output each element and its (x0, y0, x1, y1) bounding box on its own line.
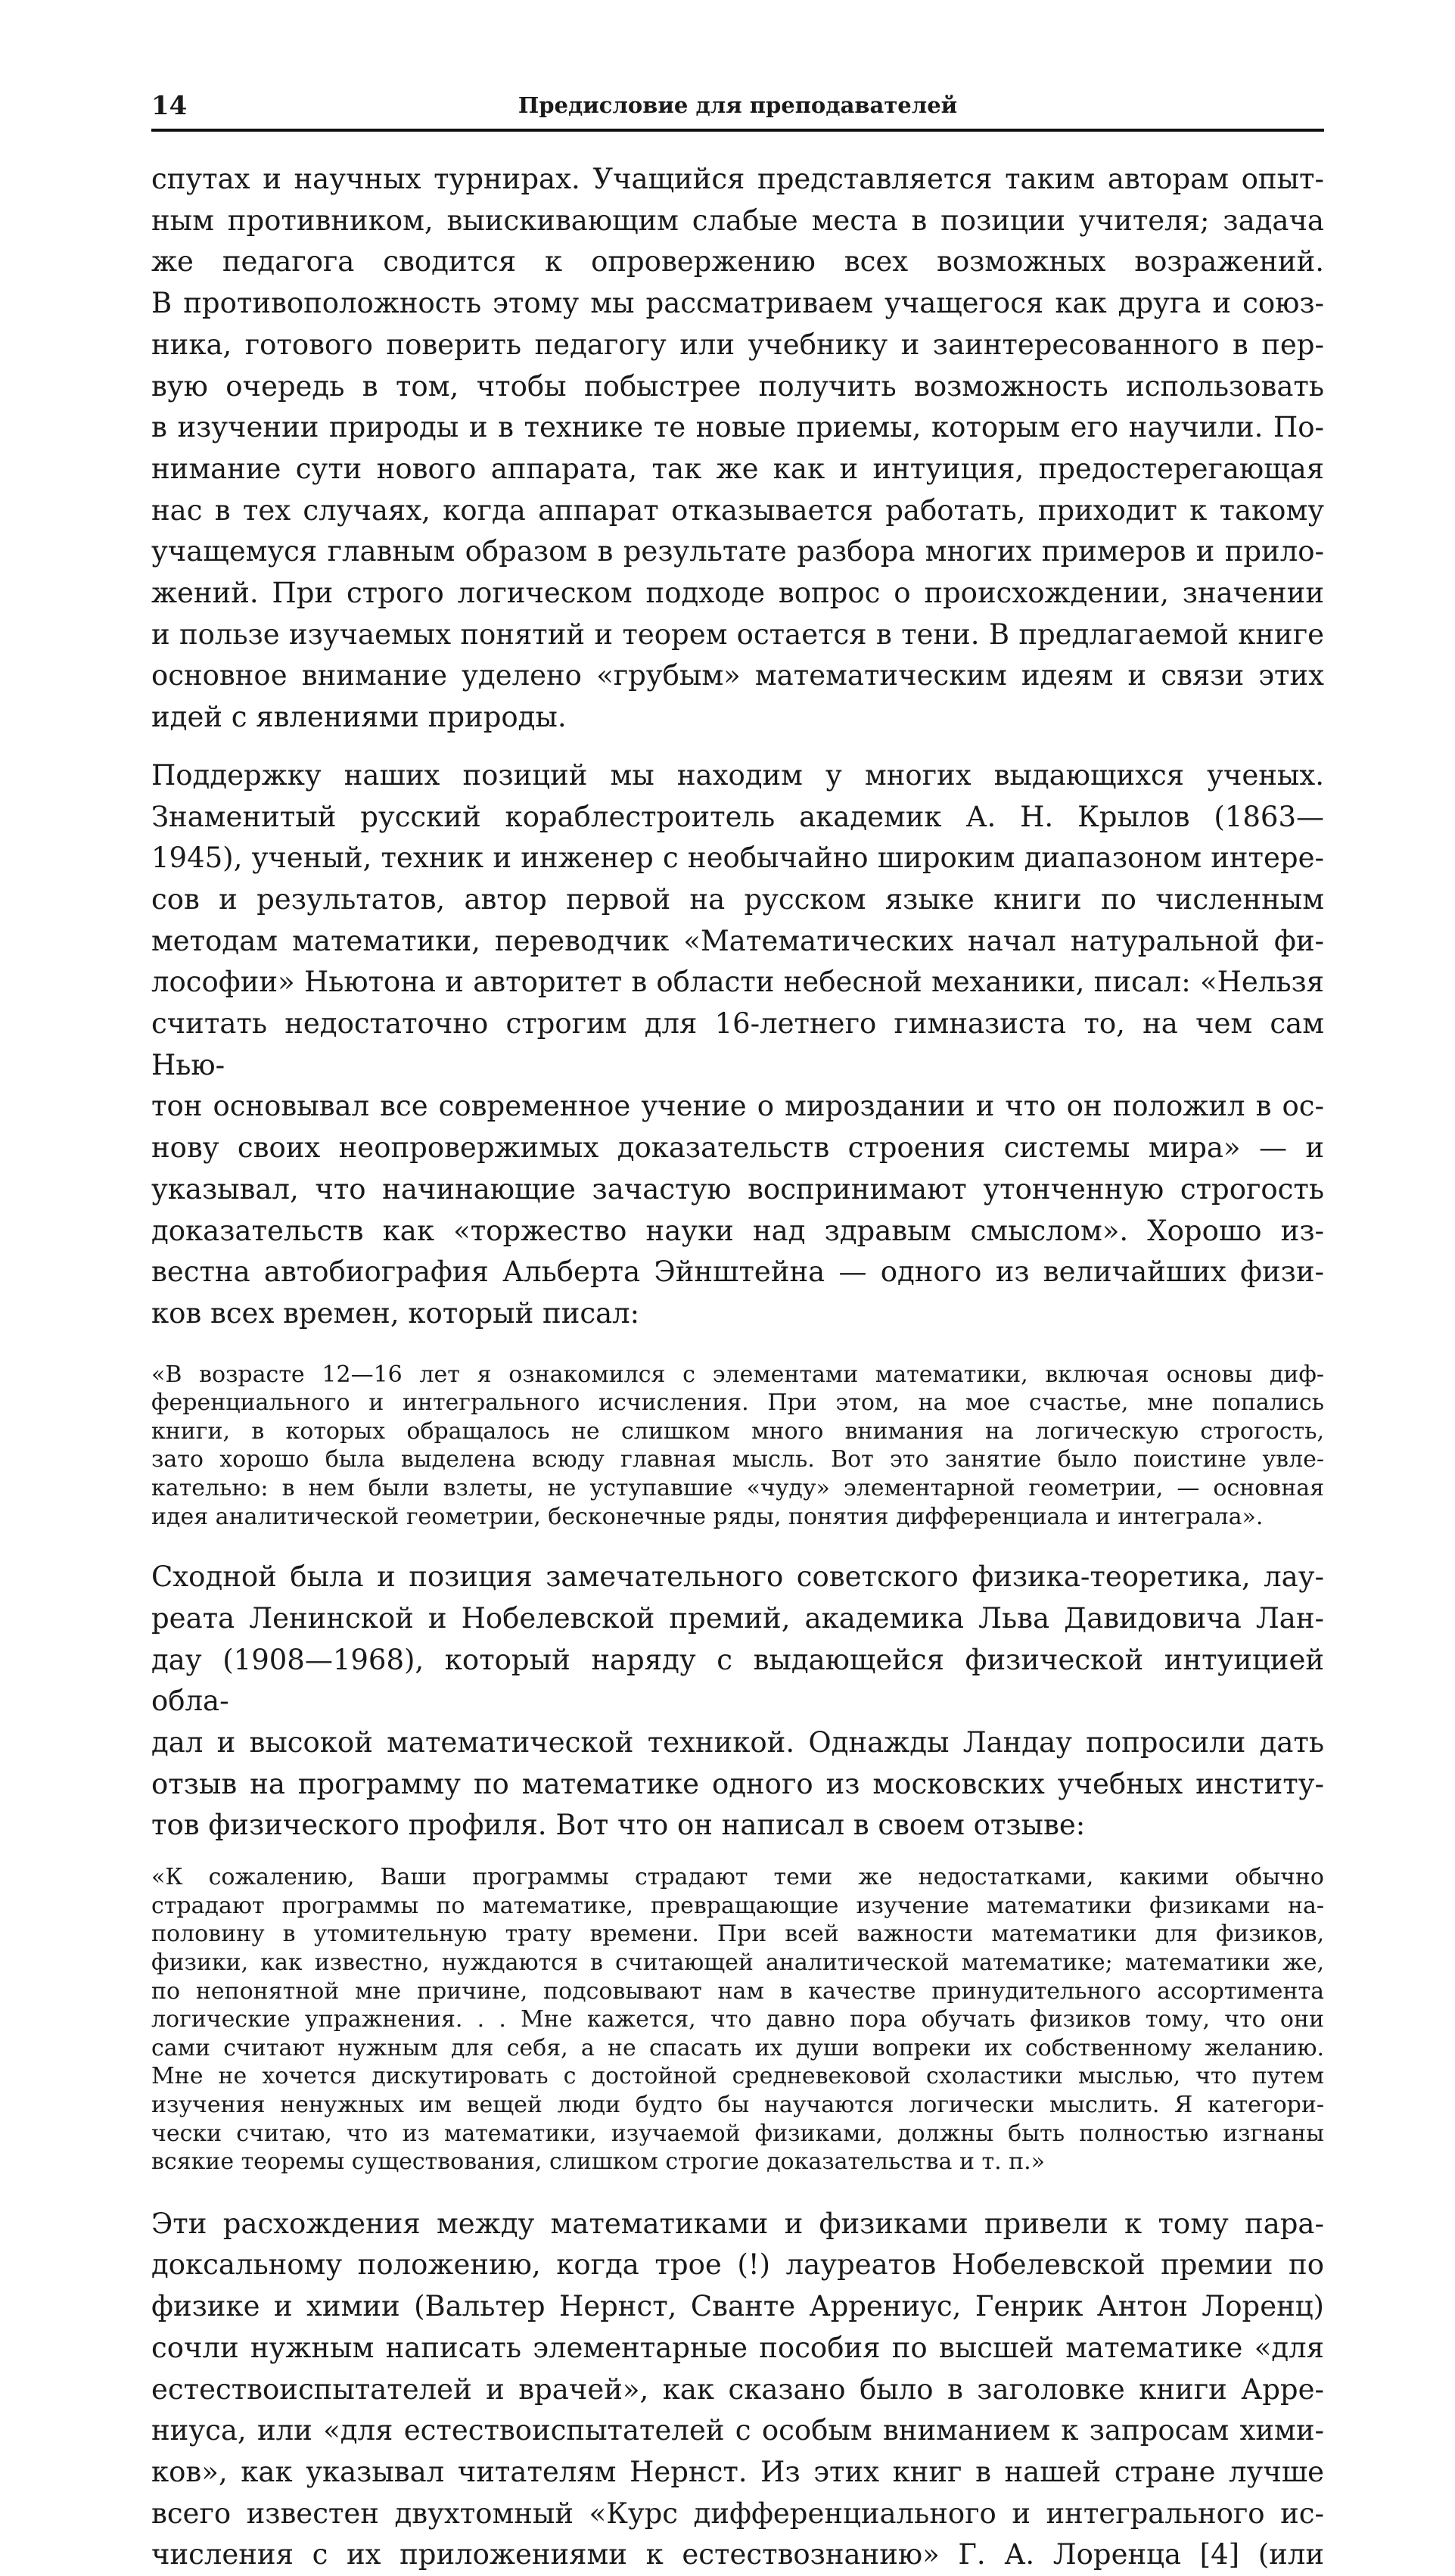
para1-line: нимание сути нового аппарата, так же как и интуиция, предостерегающая (151, 452, 1324, 485)
para1-line: ным противником, выискивающим слабые места в позиции учителя; задача (151, 204, 1324, 237)
para4-line: естествоиспытателей и врачей», как сказано было в заголовке книги Арре- (151, 2372, 1324, 2406)
para2-line: нову своих неопровержимых доказательств строения системы мира» — и (151, 1131, 1324, 1165)
para2-line: считать недостаточно строгим для 16-летнего гимназиста то, на чем сам Нью- (151, 1007, 1324, 1081)
quote1-line: идея аналитической геометрии, бесконечные ряды, понятия дифференциала и интеграла». (151, 1503, 1264, 1530)
quote2-line: Мне не хочется дискутировать с достойной средневековой схоластики мыслью, что путем (151, 2063, 1324, 2090)
quote1-line: кательно: в нем были взлеты, не уступавшие «чуду» элементарной геометрии, — основная (151, 1475, 1324, 1502)
para2-line: Знаменитый русский кораблестроитель академик А. Н. Крылов (1863— (151, 800, 1324, 833)
running-title: Предисловие для преподавателей (518, 92, 958, 118)
para3-line: дау (1908—1968), который наряду с выдающейся физической интуицией обла- (151, 1643, 1324, 1718)
paragraph-4 (151, 2204, 1324, 2576)
quote1-line: книги, в которых обращалось не слишком много внимания на логическую строгость, (151, 1417, 1324, 1445)
quote2-line: по непонятной мне причине, подсовывают нам в качестве принудительного ассортимента (151, 1977, 1324, 2005)
para4-line: физике и химии (Вальтер Нернст, Сванте Аррениус, Генрик Антон Лоренц) (151, 2290, 1324, 2323)
page-header (151, 91, 1324, 129)
paragraph-3 (151, 1557, 1324, 1846)
para1-line: основное внимание уделено «грубым» математическим идеям и связи этих (151, 659, 1324, 692)
para2-line: Поддержку наших позиций мы находим у многих выдающихся ученых. (151, 758, 1324, 792)
para2-line: методам математики, переводчик «Математических начал натуральной фи- (151, 924, 1324, 957)
para2-line: лософии» Ньютона и авторитет в области небесной механики, писал: «Нельзя (151, 966, 1324, 999)
quote2-line: чески считаю, что из математики, изучаемой физиками, должны быть полностью изгнаны (151, 2120, 1324, 2147)
quote1-line: ференциального и интегрального исчисления. При этом, на мое счастье, мне попались (151, 1389, 1324, 1417)
paragraph-1 (151, 159, 1324, 739)
para4-line: доксальному положению, когда трое (!) лауреатов Нобелевской премии по (151, 2248, 1324, 2282)
para4-line: ков», как указывал читателям Нернст. Из этих книг в нашей стране лучше (151, 2455, 1324, 2488)
para1-line: и пользе изучаемых понятий и теорем остается в тени. В предлагаемой книге (151, 618, 1324, 651)
para1-line: же педагога сводится к опровержению всех возможных возражений. (151, 245, 1324, 278)
para2-line: ков всех времен, который писал: (151, 1296, 640, 1330)
para1-line: идей с явлениями природы. (151, 701, 567, 734)
quote2-line: половину в утомительную трату времени. При всей важности математики для физиков, (151, 1921, 1324, 1948)
para1-line: ника, готового поверить педагогу или учебнику и заинтересованного в пер- (151, 328, 1324, 361)
quote2-line: сами считают нужным для себя, а не спасать их души вопреки их собственному желанию. (151, 2034, 1324, 2061)
para3-line: дал и высокой математической техникой. Однажды Ландау попросили дать (151, 1726, 1324, 1759)
landau-quote (151, 1863, 1324, 2176)
para1-line: В противоположность этому мы рассматриваем учащегося как друга и союз- (151, 287, 1324, 320)
para2-line: 1945), ученый, техник и инженер с необычайно широким диапазоном интере- (151, 842, 1324, 875)
para2-line: доказательств как «торжество науки над здравым смыслом». Хорошо из- (151, 1214, 1324, 1247)
para1-line: в изучении природы и в технике те новые приемы, которым его научили. По- (151, 411, 1324, 444)
para4-line: ниуса, или «для естествоиспытателей с особым вниманием к запросам хими- (151, 2414, 1324, 2447)
paragraph-2 (151, 755, 1324, 1335)
quote1-line: зато хорошо была выделена всюду главная мысль. Вот это занятие было поистине увле- (151, 1446, 1324, 1473)
para2-line: вестна автобиография Альберта Эйнштейна — одного из величайших физи- (151, 1255, 1324, 1289)
quote2-line: «К сожалению, Ваши программы страдают теми же недостатками, какими обычно (151, 1864, 1324, 1891)
para3-line: отзыв на программу по математике одного из московских учебных институ- (151, 1767, 1324, 1800)
header-rule (151, 129, 1324, 132)
einstein-quote (151, 1361, 1324, 1532)
para3-line: реата Ленинской и Нобелевской премий, академика Льва Давидовича Лан- (151, 1601, 1324, 1635)
para1-line: вую очередь в том, чтобы побыстрее получить возможность использовать (151, 369, 1324, 403)
para1-line: жений. При строго логическом подходе вопрос о происхождении, значении (151, 577, 1324, 610)
quote2-line: физики, как известно, нуждаются в считающей аналитической математике; математики же, (151, 1949, 1324, 1976)
para4-line: Эти расхождения между математиками и физиками привели к тому пара- (151, 2207, 1324, 2240)
quote2-line: страдают программы по математике, превращающие изучение математики физиками на- (151, 1892, 1324, 1919)
page-body (151, 159, 1324, 2576)
page-number: 14 (151, 91, 188, 121)
quote2-line: изучения ненужных им вещей люди будто бы научаются логически мыслить. Я категори- (151, 2091, 1324, 2118)
para1-line: учащемуся главным образом в результате разбора многих примеров и прило- (151, 535, 1324, 568)
para2-line: тон основывал все современное учение о мироздании и что он положил в ос- (151, 1090, 1324, 1123)
quote2-line: всякие теоремы существования, слишком строгие доказательства и т. п.» (151, 2148, 1046, 2176)
para3-line: тов физического профиля. Вот что он написал в своем отзыве: (151, 1809, 1086, 1842)
para3-line: Сходной была и позиция замечательного советского физика-теоретика, лау- (151, 1560, 1324, 1594)
para1-line: нас в тех случаях, когда аппарат отказывается работать, приходит к такому (151, 493, 1324, 527)
quote2-line: логические упражнения. . . Мне кажется, что давно пора обучать физиков тому, что они (151, 2006, 1324, 2033)
para4-line: числения с их приложениями к естествознанию» Г. А. Лоренца [4] (или (151, 2538, 1324, 2571)
para4-line: сочли нужным написать элементарные пособия по высшей математике «для (151, 2331, 1324, 2364)
para2-line: указывал, что начинающие зачастую воспринимают утонченную строгость (151, 1172, 1324, 1206)
para1-line: спутах и научных турнирах. Учащийся представляется таким авторам опыт- (151, 163, 1324, 195)
para2-line: сов и результатов, автор первой на русском языке книги по численным (151, 882, 1324, 916)
para4-line: всего известен двухтомный «Курс дифференциального и интегрального ис- (151, 2497, 1324, 2530)
quote1-line: «В возрасте 12—16 лет я ознакомился с элементами математики, включая основы диф- (151, 1361, 1324, 1388)
